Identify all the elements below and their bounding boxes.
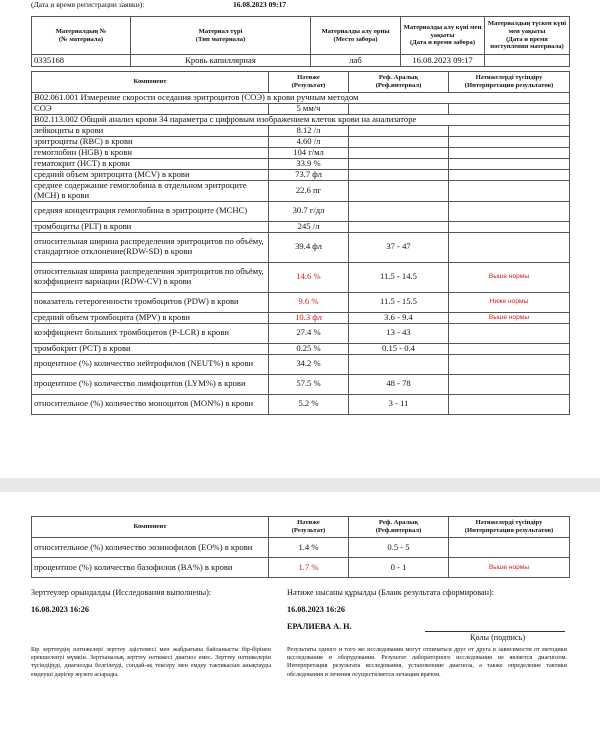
page-separator [0, 478, 600, 492]
table-row [32, 262, 570, 292]
results-header-result: Нәтиже (Результат) [269, 72, 349, 93]
result-component-name: показатель гетерогенности тромбоцитов (PDW) в крови [32, 292, 269, 312]
result-reference [349, 137, 449, 148]
result-component-name: тромбоциты (PLT) в крови [32, 221, 269, 232]
result-interpretation [449, 201, 570, 221]
material-header-number: Материалдың № (№ материала) [32, 17, 131, 55]
result-reference [349, 104, 449, 115]
result-component-name: лейкоциты в крови [32, 126, 269, 137]
result-component-name: гемоглобин (HGB) в крови [32, 148, 269, 159]
table-row [32, 201, 570, 221]
table-row [32, 394, 570, 414]
result-value: 0.25 % [269, 343, 349, 354]
result-value: 30.7 г/дл [269, 201, 349, 221]
result-interpretation [449, 323, 570, 343]
result-interpretation [449, 394, 570, 414]
result-value: 4.60 /л [269, 137, 349, 148]
result-value: 5.2 % [269, 394, 349, 414]
table-row [32, 221, 570, 232]
section-title: В02.113.002 Общий анализ крови 34 параметра с цифровым изображением клеток крови на анализаторе [32, 115, 570, 126]
result-value: 104 г/мл [269, 148, 349, 159]
result-interpretation [449, 170, 570, 181]
result-reference [349, 126, 449, 137]
table-row [32, 538, 570, 558]
results-header-ref: Реф. Аралық (Реф.интервал) [349, 72, 449, 93]
result-component-name: среднее содержание гемоглобина в отдельном эритроците (MCH) в крови [32, 181, 269, 202]
result-component-name: относительная ширина распределения эритроцитов по объёму, коэффициент вариации (RDW-CV) в крови [32, 262, 269, 292]
result-interpretation [449, 221, 570, 232]
material-header-place: Материалды алу орны (Место забора) [311, 17, 401, 55]
table-row [32, 374, 570, 394]
table-row [32, 292, 570, 312]
section-row [32, 115, 570, 126]
result-component-name: процентное (%) количество нейтрофилов (NEUT%) в крови [32, 354, 269, 374]
material-place: лаб [311, 55, 401, 67]
signature-line [425, 631, 565, 632]
result-reference [349, 354, 449, 374]
result-sheet-page-2 [0, 492, 600, 748]
results-table [31, 71, 570, 415]
result-reference: 0 - 1 [349, 558, 449, 578]
result-reference [349, 201, 449, 221]
material-header-date: Материалды алу күні мен уақыты (Дата и время забора) [401, 17, 485, 55]
material-table [31, 16, 570, 67]
done-date: 16.08.2023 16:26 [31, 605, 89, 614]
table-row [32, 170, 570, 181]
result-value: 33.9 % [269, 159, 349, 170]
result-reference: 13 - 43 [349, 323, 449, 343]
result-interpretation: Ниже нормы [449, 292, 570, 312]
result-component-name: относительная ширина распределения эритроцитов по объёму, стандартное отклонение(RDW-SD) в крови [32, 232, 269, 262]
material-received [485, 55, 570, 67]
table-row [32, 181, 570, 202]
result-value: 39.4 фл [269, 232, 349, 262]
result-component-name: коэффициент больших тромбоцитов (P-LCR) в крови [32, 323, 269, 343]
result-reference: 3.6 - 9.4 [349, 312, 449, 323]
result-reference: 48 - 78 [349, 374, 449, 394]
result-value: 14.6 % [269, 262, 349, 292]
result-value: 1.4 % [269, 538, 349, 558]
disclaimer-kz: Бір зерттеудің нәтижелері зерттеу әдістемесі мен жабдығына байланысты бір-бірінен ерекшеленуі мүмкін. Зертханалық зерттеу нәтижесі диагноз емес. Зерттеу нәтижелерін түсіндіруді, диагнозды белгілеуді, сондай-ақ тексеру мен емдеу тактикасын анықтауды емдеуші дәрігер жүзеге асырады. [31, 646, 271, 678]
result-component-name: процентное (%) количество лимфоцитов (LYM%) в крови [32, 374, 269, 394]
table-row [32, 104, 570, 115]
result-value: 8.12 /л [269, 126, 349, 137]
result-reference: 0.15 - 0.4 [349, 343, 449, 354]
formed-label: Нәтиже нысаны құрылды (Бланк результата сформирован): [287, 588, 495, 597]
formed-date: 16.08.2023 16:26 [287, 605, 345, 614]
result-reference: 11.5 - 15.5 [349, 292, 449, 312]
result-reference: 11.5 - 14.5 [349, 262, 449, 292]
result-component-name: средняя концентрация гемоглобина в эритроците (MCHC) [32, 201, 269, 221]
result-component-name: тромбокрит (PCT) в крови [32, 343, 269, 354]
table-row [32, 232, 570, 262]
table-row [32, 137, 570, 148]
material-header-type: Материал түрі (Тип материала) [131, 17, 311, 55]
result-value: 9.6 % [269, 292, 349, 312]
section-title: В02.061.001 Измерение скорости оседания эритроцитов (СОЭ) в крови ручным методом [32, 93, 570, 104]
table-row [32, 343, 570, 354]
results-header-interp: Нәтижелерді түсіндіру (Интерпретация результатов) [449, 72, 570, 93]
result-component-name: СОЭ [32, 104, 269, 115]
results-header-ref: Реф. Аралық (Реф.интервал) [349, 517, 449, 538]
result-component-name: относительное (%) количество эозинофилов (EO%) в крови [32, 538, 269, 558]
result-value: 73.7 фл [269, 170, 349, 181]
result-interpretation [449, 181, 570, 202]
result-value: 1.7 % [269, 558, 349, 578]
result-value: 57.5 % [269, 374, 349, 394]
registration-date: 16.08.2023 09:17 [233, 0, 287, 9]
done-label: Зерттеулер орындалды (Исследования выполнены): [31, 588, 212, 597]
result-value: 27.4 % [269, 323, 349, 343]
result-value: 34.2 % [269, 354, 349, 374]
result-reference: 3 - 11 [349, 394, 449, 414]
result-reference [349, 159, 449, 170]
material-type: Кровь капиллярная [131, 55, 311, 67]
result-reference [349, 181, 449, 202]
result-interpretation [449, 159, 570, 170]
result-interpretation [449, 148, 570, 159]
result-interpretation [449, 374, 570, 394]
registration-label: (Дата и время регистрации заявки): [31, 0, 145, 9]
result-interpretation [449, 538, 570, 558]
table-row [32, 312, 570, 323]
result-interpretation: Выше нормы [449, 312, 570, 323]
result-component-name: средний объем тромбоцита (MPV) в крови [32, 312, 269, 323]
doctor-name: ЕРАЛИЕВА А. Н. [287, 622, 352, 631]
result-value: 10.3 фл [269, 312, 349, 323]
result-reference [349, 221, 449, 232]
table-row [32, 148, 570, 159]
results-header-interp: Нәтижелерді түсіндіру (Интерпретация результатов) [449, 517, 570, 538]
result-interpretation [449, 232, 570, 262]
results-header-component: Компонент [32, 517, 269, 538]
signature-label: Қолы (подпись) [470, 633, 526, 642]
result-value: 245 /л [269, 221, 349, 232]
table-row [32, 126, 570, 137]
results-header-result: Нәтиже (Результат) [269, 517, 349, 538]
result-component-name: эритроциты (RBC) в крови [32, 137, 269, 148]
section-row [32, 93, 570, 104]
table-row [32, 323, 570, 343]
table-row [32, 159, 570, 170]
result-interpretation [449, 343, 570, 354]
result-reference: 0.5 - 5 [349, 538, 449, 558]
result-reference: 37 - 47 [349, 232, 449, 262]
result-value: 22.6 пг [269, 181, 349, 202]
result-interpretation: Выше нормы [449, 558, 570, 578]
results-table-continued [31, 516, 570, 578]
result-interpretation [449, 104, 570, 115]
result-interpretation [449, 354, 570, 374]
result-interpretation [449, 137, 570, 148]
result-component-name: относительное (%) количество моноцитов (MON%) в крови [32, 394, 269, 414]
table-row [32, 354, 570, 374]
result-interpretation: Выше нормы [449, 262, 570, 292]
disclaimer-ru: Результаты одного и того же исследования могут отличаться друг от друга в зависимости от методики исследования и оборудования. Результат лабораторного исследования не является диагнозом. Интерпретация результата исследования, установление диагноза, а также определение тактики обследования и лечения осуществляется лечащим врачом. [287, 646, 567, 678]
result-interpretation [449, 126, 570, 137]
result-component-name: средний объем эритроцита (MCV) в крови [32, 170, 269, 181]
result-component-name: процентное (%) количество базофилов (BA%) в крови [32, 558, 269, 578]
result-value: 5 мм/ч [269, 104, 349, 115]
result-component-name: гематокрит (HCT) в крови [32, 159, 269, 170]
table-row [32, 558, 570, 578]
material-date: 16.08.2023 09:17 [401, 55, 485, 67]
material-number: 0335168 [32, 55, 131, 67]
results-header-component: Компонент [32, 72, 269, 93]
material-header-received: Материалдың түскен күні мен уақыты (Дата и время поступления материала) [485, 17, 570, 55]
result-reference [349, 148, 449, 159]
result-reference [349, 170, 449, 181]
